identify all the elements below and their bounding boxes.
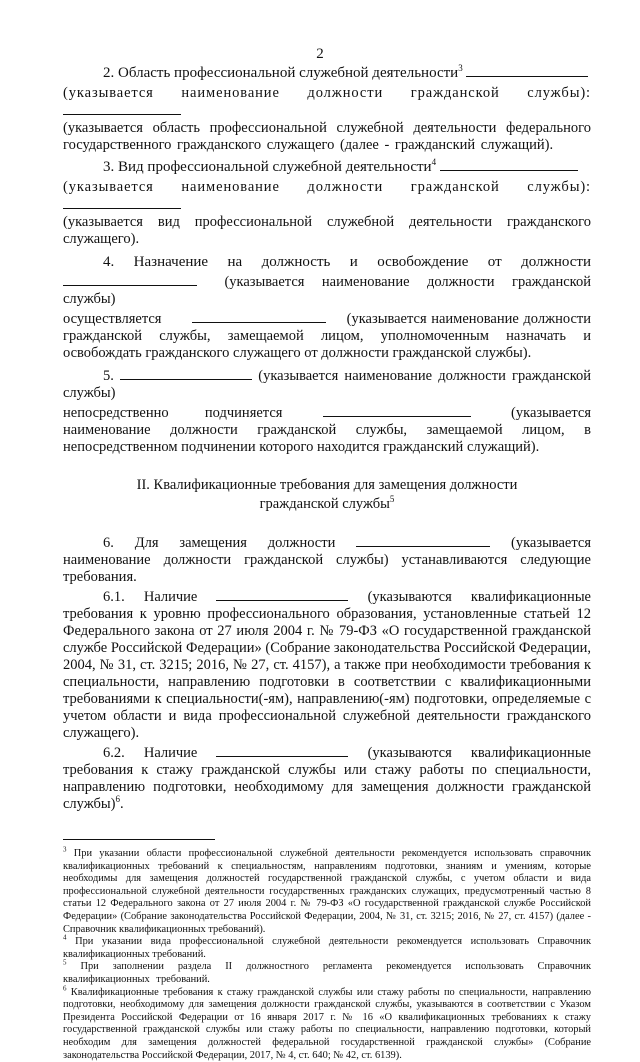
blank-field[interactable] xyxy=(323,404,471,417)
blank-field[interactable] xyxy=(192,310,326,323)
section-2-line2: (указывается область профессиональной служебной деятельности федерального государственного гражданского служащего (далее - гражданский служащий). xyxy=(63,120,591,153)
section-4-line1: (указывается наименование должности гражданской службы) xyxy=(63,274,592,307)
blank-field[interactable] xyxy=(216,744,348,757)
blank-field[interactable] xyxy=(120,367,252,380)
blank-field[interactable] xyxy=(440,158,578,171)
section-ii-heading: II. Квалификационные требования для замещения должности гражданской службы$^5$ xyxy=(136,477,518,512)
footnote-ref-6: 6 xyxy=(115,794,121,805)
blank-field[interactable] xyxy=(63,102,181,115)
section-5-title: 5. (указывается наименование должности гражданской службы) xyxy=(63,368,592,401)
footnote-5: $^5$ При заполнении раздела II должностного регламента рекомендуется использовать Справочник квалификационных требований. xyxy=(63,958,591,985)
section-4-title: 4. Назначение на должность и освобождение от должности xyxy=(103,254,591,270)
section-4-line2: осуществляется (указывается наименование должности гражданской службы, замещаемой лицом, уполномоченным назначать и освобождать гражданского служащего от должности гражданской службы). xyxy=(63,311,592,361)
blank-field[interactable] xyxy=(63,273,197,286)
page-content xyxy=(63,64,591,1062)
section-2-title: 2. Область профессиональной служебной деятельности$^3$ xyxy=(63,64,591,82)
item-6: 6. Для замещения должности (указывается наименование должности гражданской службы) устанавливаются следующие требования. xyxy=(63,535,591,585)
page-number: 2 xyxy=(316,46,324,62)
section-5-line2: непосредственно подчиняется (указывается наименование должности гражданской службы, замещаемой лицом, в непосредственном подчинении которого находится гражданский служащий). xyxy=(63,405,592,455)
section-2-line1: (указывается наименование должности гражданской службы): xyxy=(63,85,591,120)
section-3-title: 3. Вид профессиональной служебной деятельности$^4$ xyxy=(63,158,591,176)
footnote-4: $^4$ При указании вида профессиональной служебной деятельности рекомендуется использовать Справочник квалификационных требований. xyxy=(63,933,591,960)
blank-field[interactable] xyxy=(216,588,348,601)
item-6-1: 6.1. Наличие (указываются квалификационные требования к уровню профессионального образования, установленные статьей 12 Федерального закона от 27 июля 2004 г. № 79-ФЗ «О государственной гражданской службе Российской Федерации» (Собрание законодательства Российской Федерации, 2004, № 31, ст. 3215; 2016, № 27, ст. 4157), а также при необходимости требования к специальности, направлению подготовки в соответствии с квалификационными требованиями к специальности(-ям), направлению(-ям) подготовки, определяемые с учетом области и вида профессиональной служебной деятельности гражданского служащего). xyxy=(63,589,591,741)
footnote-ref-3: 3 xyxy=(458,63,463,73)
footnote-6: $^6$ Квалификационные требования к стажу гражданской службы или стажу работы по специальности, направлению подготовки, необходимому для замещения должности гражданской службы, указываются в соответствии с Указом Президента Российской Федерации от 16 января 2017 г. № 16 «О квалификационных требованиях к стажу государственной гражданской службы или стажу работы по специальности, направлению подготовки, который необходим для замещения должностей федеральной государственной гражданской службы» (Собрание законодательства Российской Федерации, 2017, № 4, ст. 640; № 42, ст. 6139). xyxy=(63,984,591,1061)
footnote-3: $^3$ При указании области профессиональной служебной деятельности рекомендуется использовать справочник квалификационных требований к специальностям, направлениям подготовки, знаниям и умениям, которые необходимы для замещения должностей государственной гражданской службы, с учетом области и вида профессиональной служебной деятельности государственных гражданских служащих, предусмотренный частью 8 статьи 12 Федерального закона от 27 июля 2004 г. № 79-ФЗ «О государственной гражданской службе Российской Федерации» (Собрание законодательства Российской Федерации, 2004, № 31, ст. 3215; 2016, № 27, ст. 4157) (далее - Справочник квалификационных требований). xyxy=(63,845,591,935)
section-3-line1: (указывается наименование должности гражданской службы): xyxy=(63,179,591,214)
blank-field[interactable] xyxy=(63,196,181,209)
blank-field[interactable] xyxy=(356,534,490,547)
item-6-2: 6.2. Наличие (указываются квалификационные требования к стажу гражданской службы или стажу работы по специальности, направлению подготовки, необходимому для замещения должности гражданской службы)$^6$. xyxy=(63,745,591,812)
footnote-ref-4: 4 xyxy=(431,157,437,167)
blank-field[interactable] xyxy=(466,64,588,77)
footnote-separator xyxy=(63,839,215,840)
section-3-line2: (указывается вид профессиональной служебной деятельности гражданского служащего). xyxy=(63,214,591,247)
footnote-ref-5: 5 xyxy=(389,494,395,505)
